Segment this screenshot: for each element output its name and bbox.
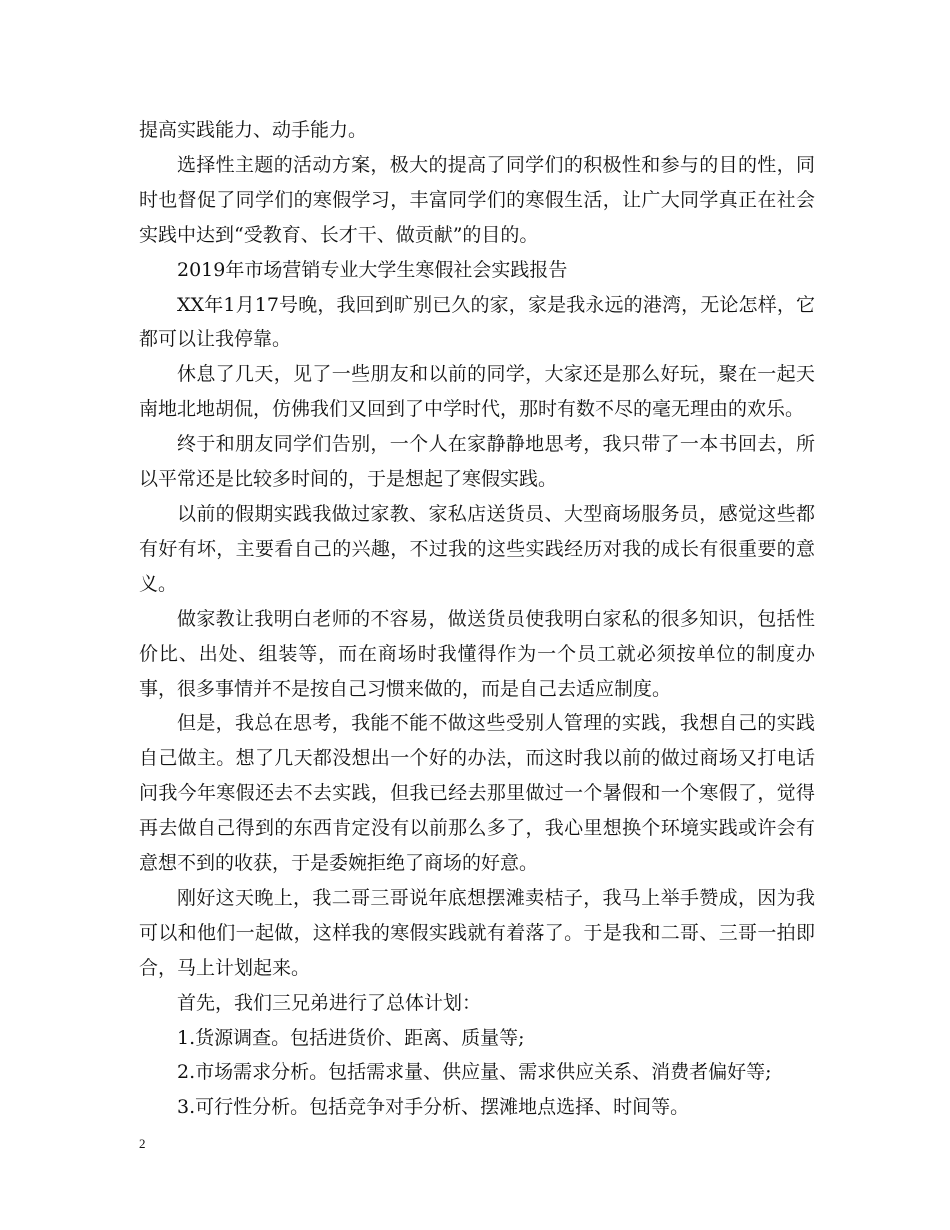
list-item-3: 3.可行性分析。包括竞争对手分析、摆滩地点选择、时间等。 xyxy=(177,1096,690,1119)
report-title: 2019年市场营销专业大学生寒假社会实践报告 xyxy=(177,258,568,281)
paragraph-2: 选择性主题的活动方案，极大的提高了同学们的积极性和参与的目的性，同时也督促了同学们的寒假学习，丰富同学们的寒假生活，让广大同学真正在社会实践中达到“受教育、长才干、做贡献”的目的。 xyxy=(139,153,815,246)
list-item-1: 1.货源调查。包括进货价、距离、质量等; xyxy=(177,1026,525,1049)
list-item-2: 2.市场需求分析。包括需求量、供应量、需求供应关系、消费者偏好等; xyxy=(177,1061,772,1084)
paragraph-10: 刚好这天晚上，我二哥三哥说年底想摆滩卖桔子，我马上举手赞成，因为我可以和他们一起做，这样我的寒假实践就有着落了。于是我和二哥、三哥一拍即合，马上计划起来。 xyxy=(139,886,815,979)
paragraph-11: 首先，我们三兄弟进行了总体计划： xyxy=(177,991,482,1014)
paragraph-8: 做家教让我明白老师的不容易，做送货员使我明白家私的很多知识，包括性价比、出处、组装等，而在商场时我懂得作为一个员工就必须按单位的制度办事，很多事情并不是按自己习惯来做的，而是自己去适应制度。 xyxy=(139,607,815,700)
paragraph-6: 终于和朋友同学们告别，一个人在家静静地思考，我只带了一本书回去，所以平常还是比较多时间的，于是想起了寒假实践。 xyxy=(139,433,815,491)
paragraph-9: 但是，我总在思考，我能不能不做这些受别人管理的实践，我想自己的实践自己做主。想了几天都没想出一个好的办法，而这时我以前的做过商场又打电话问我今年寒假还去不去实践，但我已经去那里做过一个暑假和一个寒假了，觉得再去做自己得到的东西肯定没有以前那么多了，我心里想换个环境实践或许会有意想不到的收获，于是委婉拒绝了商场的好意。 xyxy=(139,712,815,875)
paragraph-1: 提高实践能力、动手能力。 xyxy=(139,119,368,141)
paragraph-7: 以前的假期实践我做过家教、家私店送货员、大型商场服务员，感觉这些都有好有坏，主要看自己的兴趣，不过我的这些实践经历对我的成长有很重要的意义。 xyxy=(139,502,815,595)
document-body xyxy=(139,113,815,1125)
paragraph-5: 休息了几天，见了一些朋友和以前的同学，大家还是那么好玩，聚在一起天南地北地胡侃，仿佛我们又回到了中学时代，那时有数不尽的毫无理由的欢乐。 xyxy=(139,363,815,421)
page-number: 2 xyxy=(139,1136,146,1151)
paragraph-4: XX年1月17号晚，我回到旷别已久的家，家是我永远的港湾，无论怎样，它都可以让我停靠。 xyxy=(139,293,815,351)
